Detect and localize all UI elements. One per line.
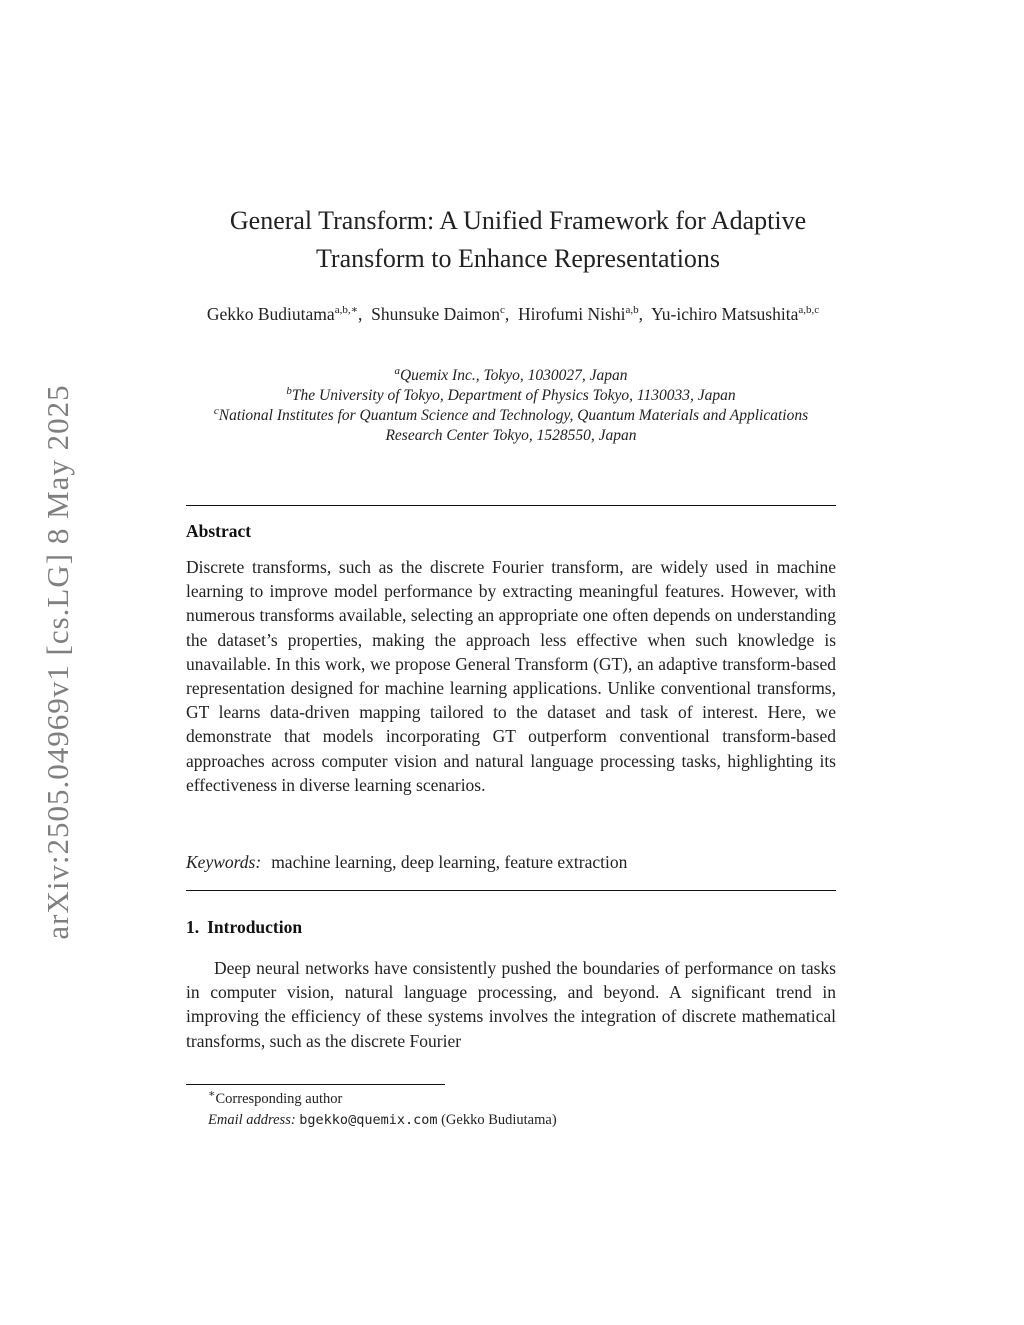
author-affil-marks: c	[500, 304, 505, 317]
footnote-corresponding-text: Corresponding author	[215, 1091, 343, 1107]
email-label: Email address:	[208, 1112, 296, 1128]
affiliation-text: National Institutes for Quantum Science and Technology, Quantum Materials and Applications Research Center Tokyo, 1528550, Japan	[218, 407, 809, 444]
section-title: Introduction	[207, 917, 303, 937]
author-affil-marks: a,b	[625, 304, 639, 317]
introduction-paragraph: Deep neural networks have consistently pushed the boundaries of performance on tasks in computer vision, natural language processing, and beyond. A significant trend in improving the efficiency of these systems involves the integration of discrete mathematical transforms, such as the discrete Fourier	[186, 958, 836, 1051]
author-separator: ,	[504, 304, 514, 324]
footnote-corresponding	[186, 1089, 836, 1110]
affiliation-item	[186, 386, 836, 406]
paper-title	[150, 202, 886, 278]
title-line-1: General Transform: A Unified Framework for Adaptive	[229, 206, 807, 235]
abstract-text: Discrete transforms, such as the discrete Fourier transform, are widely used in machine learning to improve model performance by extracting meaningful features. However, with numerous transforms available, selecting an appropriate one often depends on understanding the dataset’s properties, making the approach less effective when such knowledge is unavailable. In this work, we propose General Transform (GT), an adaptive transform-based representation designed for machine learning applications. Unlike conventional transforms, GT learns data-driven mapping tailored to the dataset and task of interest. Here, we demonstrate that models incorporating GT outperform conventional transform-based approaches across computer vision and natural language processing tasks, highlighting its effectiveness in diverse learning scenarios.	[186, 557, 836, 795]
footnote-mark: ∗	[208, 1088, 216, 1101]
author-separator: ,	[638, 304, 648, 324]
affiliation-item	[186, 366, 836, 386]
footnotes	[186, 1089, 836, 1131]
affiliation-text: Quemix Inc., Tokyo, 1030027, Japan	[399, 367, 628, 384]
author-name: Yu-ichiro Matsushita	[651, 304, 799, 324]
keywords-label: Keywords:	[186, 852, 262, 872]
keywords-line	[186, 852, 836, 873]
email-owner: (Gekko Budiutama)	[441, 1112, 557, 1128]
affiliation-text: The University of Tokyo, Department of Physics Tokyo, 1130033, Japan	[291, 387, 736, 404]
affiliation-list	[186, 366, 836, 446]
keywords-text: machine learning, deep learning, feature extraction	[271, 852, 628, 872]
affiliation-item	[186, 406, 836, 446]
affiliation-mark: b	[286, 384, 292, 397]
footnote-rule	[186, 1084, 445, 1085]
author-affil-marks: a,b,∗	[334, 304, 359, 317]
footnote-email	[186, 1110, 836, 1131]
author-name: Shunsuke Daimon	[371, 304, 500, 324]
title-line-2: Transform to Enhance Representations	[315, 244, 721, 273]
email-address[interactable]: bgekko@quemix.com	[299, 1112, 438, 1128]
author-affil-marks: a,b,c	[798, 304, 820, 317]
section-heading-introduction	[186, 917, 302, 938]
abstract-heading: Abstract	[186, 521, 252, 541]
section-number: 1.	[186, 917, 200, 937]
author-name: Gekko Budiutama	[206, 304, 335, 324]
author-name: Hirofumi Nishi	[518, 304, 626, 324]
affiliation-mark: a	[394, 364, 400, 377]
abstract-bottom-rule	[186, 890, 836, 891]
abstract-top-rule	[186, 505, 836, 506]
author-list	[190, 302, 836, 327]
author-separator: ,	[358, 304, 367, 324]
arxiv-stamp: arXiv:2505.04969v1 [cs.LG] 8 May 2025	[40, 384, 75, 940]
affiliation-mark: c	[213, 404, 219, 417]
